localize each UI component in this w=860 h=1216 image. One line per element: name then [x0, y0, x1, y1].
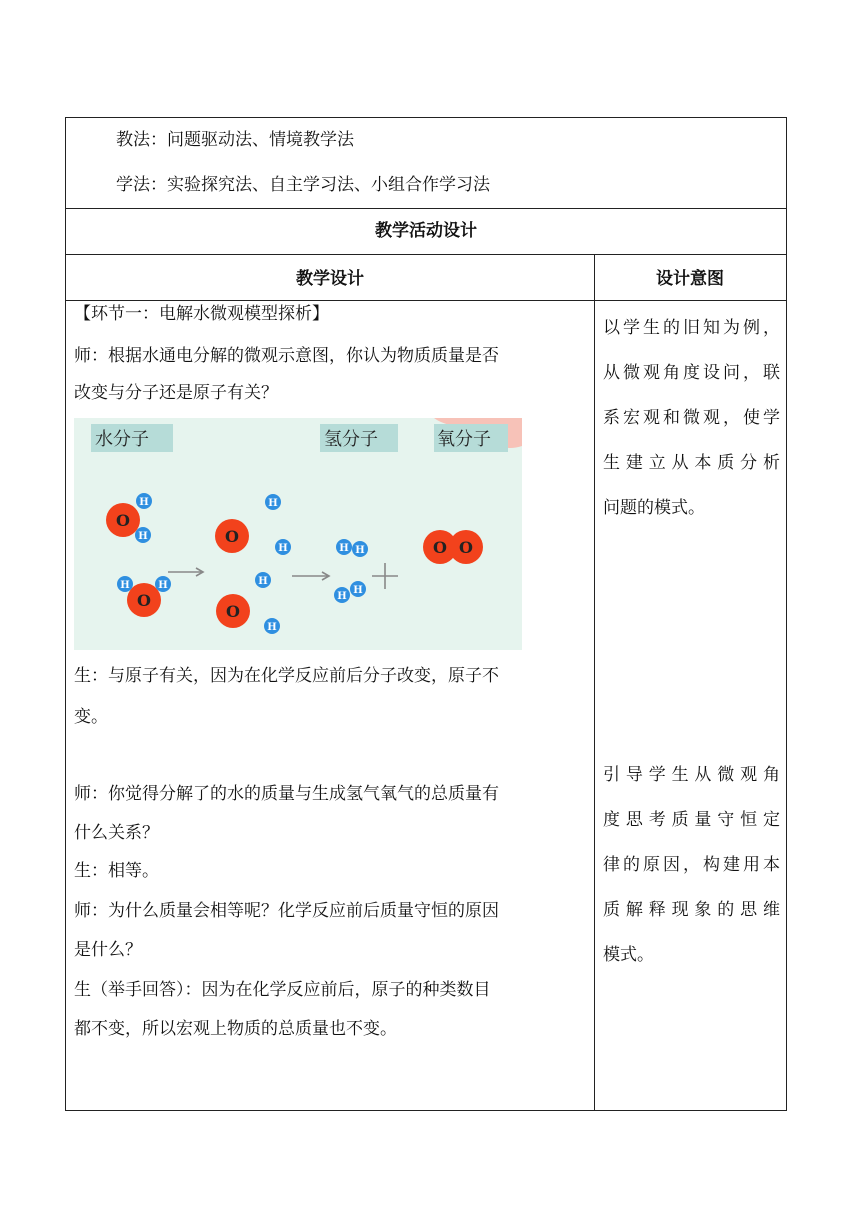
design-line: 师：根据水通电分解的微观示意图，你认为物质质量是否: [74, 346, 499, 366]
design-line: 【环节一：电解水微观模型探析】: [74, 304, 329, 324]
oxygen-symbol: O: [116, 511, 130, 530]
label-water: 水分子: [95, 429, 149, 450]
intent-line: 以学生的旧知为例，: [603, 318, 780, 338]
intent-line: 模式。: [603, 945, 654, 965]
divider: [66, 300, 786, 301]
intent-line: 质解释现象的思维: [603, 900, 780, 920]
hydrogen-symbol: H: [353, 585, 363, 596]
intent-line: 律的原因，构建用本: [603, 855, 780, 875]
design-line: 生：相等。: [74, 861, 159, 881]
label-hydrogen: 氢分子: [324, 429, 378, 450]
intent-block-1: [603, 306, 780, 531]
col-header-design: 教学设计: [296, 269, 364, 289]
intent-line: 引导学生从微观角: [603, 765, 780, 785]
hydrogen-symbol: H: [355, 545, 365, 556]
hydrogen-symbol: H: [139, 497, 149, 508]
intent-line: 度思考质量守恒定: [603, 810, 780, 830]
design-line: 都不变，所以宏观上物质的总质量也不变。: [74, 1019, 397, 1039]
design-line: 生：与原子有关，因为在化学反应前后分子改变，原子不: [74, 666, 499, 686]
intent-line: 系宏观和微观，使学: [603, 408, 780, 428]
intent-line: 问题的模式。: [603, 498, 705, 518]
intent-line: 从微观角度设问，联: [603, 363, 780, 383]
hydrogen-symbol: H: [120, 580, 130, 591]
lesson-table: [65, 117, 787, 1111]
intent-line: 生建立从本质分析: [603, 453, 780, 473]
design-line: 师：为什么质量会相等呢？化学反应前后质量守恒的原因: [74, 901, 499, 921]
divider: [66, 254, 786, 255]
hydrogen-symbol: H: [158, 580, 168, 591]
design-line: 改变与分子还是原子有关？: [74, 383, 278, 403]
oxygen-symbol: O: [459, 538, 473, 557]
learning-method: 学法：实验探究法、自主学习法、小组合作学习法: [116, 175, 490, 195]
design-line: 变。: [74, 707, 108, 727]
hydrogen-symbol: H: [339, 543, 349, 554]
design-line: 生（举手回答）：因为在化学反应前后，原子的种类数目: [74, 980, 491, 1000]
section-title: 教学活动设计: [375, 221, 477, 241]
oxygen-symbol: O: [137, 591, 151, 610]
hydrogen-symbol: H: [337, 591, 347, 602]
label-oxygen: 氧分子: [437, 429, 491, 450]
intent-block-2: [603, 753, 780, 978]
oxygen-symbol: O: [226, 602, 240, 621]
hydrogen-symbol: H: [267, 622, 277, 633]
design-line: 师：你觉得分解了的水的质量与生成氢气氧气的总质量有: [74, 784, 499, 804]
hydrogen-symbol: H: [278, 543, 288, 554]
hydrogen-symbol: H: [258, 576, 268, 587]
electrolysis-figure: [74, 418, 522, 650]
col-header-intent: 设计意图: [656, 269, 724, 289]
teaching-method: 教法：问题驱动法、情境教学法: [116, 130, 354, 150]
oxygen-symbol: O: [225, 527, 239, 546]
design-line: 什么关系？: [74, 823, 159, 843]
hydrogen-symbol: H: [138, 531, 148, 542]
divider: [66, 208, 786, 209]
oxygen-symbol: O: [433, 538, 447, 557]
design-line: 是什么？: [74, 940, 142, 960]
hydrogen-symbol: H: [268, 498, 278, 509]
column-divider: [594, 254, 595, 1110]
